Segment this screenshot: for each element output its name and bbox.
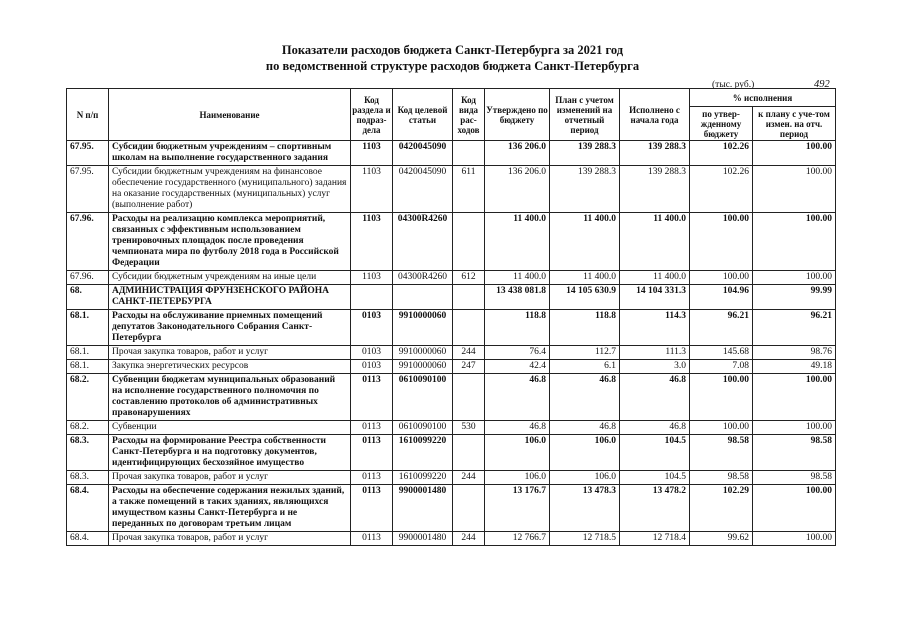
cell-num: 68.1. [67, 360, 109, 374]
cell-plan: 46.8 [550, 421, 620, 435]
cell-approved: 136 206.0 [485, 166, 550, 213]
cell-name: Субсидии бюджетным учреждениям – спортивным школам на выполнение государственного задания [109, 141, 351, 166]
cell-pct-plan: 100.00 [753, 166, 836, 213]
cell-section-code: 1103 [351, 141, 393, 166]
cell-num: 67.95. [67, 166, 109, 213]
table-row [67, 471, 836, 485]
cell-target-code: 0420045090 [393, 141, 453, 166]
cell-plan: 106.0 [550, 471, 620, 485]
cell-section-code: 0113 [351, 421, 393, 435]
cell-approved: 13 438 081.8 [485, 285, 550, 310]
cell-name: Расходы на формирование Реестра собственности Санкт-Петербурга и на подготовку документов, идентифицирующих бесхозяйное имущество [109, 435, 351, 471]
table-row [67, 285, 836, 310]
table-row [67, 374, 836, 421]
cell-section-code: 0103 [351, 310, 393, 346]
cell-pct-plan: 100.00 [753, 485, 836, 532]
cell-executed: 13 478.2 [620, 485, 690, 532]
cell-pct-plan: 49.18 [753, 360, 836, 374]
cell-approved: 12 766.7 [485, 532, 550, 546]
cell-num: 68.4. [67, 532, 109, 546]
cell-approved: 11 400.0 [485, 213, 550, 271]
cell-num: 68. [67, 285, 109, 310]
cell-name: Субсидии бюджетным учреждениям на иные цели [109, 271, 351, 285]
cell-target-code: 1610099220 [393, 435, 453, 471]
cell-plan: 11 400.0 [550, 271, 620, 285]
cell-section-code: 0113 [351, 485, 393, 532]
cell-num: 68.4. [67, 485, 109, 532]
cell-plan: 139 288.3 [550, 166, 620, 213]
table-row [67, 360, 836, 374]
cell-plan: 6.1 [550, 360, 620, 374]
unit-note: (тыс. руб.) [712, 80, 755, 90]
cell-pct-budget: 100.00 [690, 374, 753, 421]
cell-name: Прочая закупка товаров, работ и услуг [109, 346, 351, 360]
cell-pct-plan: 99.99 [753, 285, 836, 310]
cell-pct-plan: 100.00 [753, 421, 836, 435]
table-row [67, 421, 836, 435]
cell-executed: 46.8 [620, 374, 690, 421]
cell-num: 68.1. [67, 346, 109, 360]
cell-name: Субсидии бюджетным учреждениям на финансовое обеспечение государственного (муниципального) задания на оказание государственных (муниципальных) услуг (выполнение работ) [109, 166, 351, 213]
cell-expense-type: 244 [453, 471, 485, 485]
cell-executed: 3.0 [620, 360, 690, 374]
cell-num: 68.2. [67, 374, 109, 421]
cell-pct-budget: 102.26 [690, 166, 753, 213]
report-title-line1: Показатели расходов бюджета Санкт-Петербурга за 2021 год [281, 43, 624, 57]
cell-section-code: 0113 [351, 435, 393, 471]
header-approved: Утверждено по бюджету [485, 89, 550, 141]
table-row [67, 532, 836, 546]
cell-approved: 118.8 [485, 310, 550, 346]
cell-executed: 11 400.0 [620, 271, 690, 285]
page-number: 492 [814, 79, 830, 90]
cell-target-code [393, 285, 453, 310]
cell-name: Расходы на реализацию комплекса мероприятий, связанных с эффективным использованием тренировочных площадок после проведения чемпионата мира по футболу 2018 года в Российской Федерации [109, 213, 351, 271]
cell-pct-budget: 96.21 [690, 310, 753, 346]
cell-pct-plan: 96.21 [753, 310, 836, 346]
cell-expense-type [453, 310, 485, 346]
cell-name: Прочая закупка товаров, работ и услуг [109, 471, 351, 485]
cell-target-code: 9910000060 [393, 310, 453, 346]
cell-approved: 106.0 [485, 471, 550, 485]
cell-pct-plan: 100.00 [753, 532, 836, 546]
cell-target-code: 0610090100 [393, 374, 453, 421]
cell-section-code: 0103 [351, 346, 393, 360]
cell-target-code: 0610090100 [393, 421, 453, 435]
cell-executed: 104.5 [620, 471, 690, 485]
cell-executed: 139 288.3 [620, 166, 690, 213]
cell-num: 67.95. [67, 141, 109, 166]
cell-approved: 46.8 [485, 421, 550, 435]
table-body [67, 141, 836, 546]
cell-expense-type: 611 [453, 166, 485, 213]
table-row [67, 166, 836, 213]
cell-pct-budget: 145.68 [690, 346, 753, 360]
cell-expense-type: 244 [453, 346, 485, 360]
cell-executed: 104.5 [620, 435, 690, 471]
cell-name: Субвенции бюджетам муниципальных образований на исполнение государственного полномочия по составлению протоколов об административных правонарушениях [109, 374, 351, 421]
header-target: Код целевой статьи [393, 89, 453, 141]
header-pct-group: % исполнения [690, 89, 836, 107]
cell-plan: 12 718.5 [550, 532, 620, 546]
cell-executed: 114.3 [620, 310, 690, 346]
cell-expense-type: 612 [453, 271, 485, 285]
table-row [67, 435, 836, 471]
cell-expense-type [453, 285, 485, 310]
cell-expense-type [453, 141, 485, 166]
cell-target-code: 04300R4260 [393, 213, 453, 271]
cell-num: 68.3. [67, 435, 109, 471]
cell-section-code: 1103 [351, 271, 393, 285]
report-title-line2: по ведомственной структуре расходов бюджета Санкт-Петербурга [265, 59, 640, 73]
header-type: Код вида рас-ходов [453, 89, 485, 141]
cell-plan: 14 105 630.9 [550, 285, 620, 310]
cell-name: АДМИНИСТРАЦИЯ ФРУНЗЕНСКОГО РАЙОНА САНКТ-ПЕТЕРБУРГА [109, 285, 351, 310]
header-section: Код раздела и подраз-дела [351, 89, 393, 141]
table-row [67, 213, 836, 271]
cell-target-code: 0420045090 [393, 166, 453, 213]
cell-plan: 106.0 [550, 435, 620, 471]
cell-approved: 42.4 [485, 360, 550, 374]
cell-pct-plan: 100.00 [753, 141, 836, 166]
cell-pct-budget: 99.62 [690, 532, 753, 546]
cell-approved: 46.8 [485, 374, 550, 421]
cell-executed: 14 104 331.3 [620, 285, 690, 310]
header-executed: Исполнено с начала года [620, 89, 690, 141]
cell-num: 68.2. [67, 421, 109, 435]
cell-section-code [351, 285, 393, 310]
cell-pct-budget: 104.96 [690, 285, 753, 310]
cell-pct-budget: 102.29 [690, 485, 753, 532]
cell-num: 68.3. [67, 471, 109, 485]
table-row [67, 141, 836, 166]
cell-expense-type [453, 485, 485, 532]
cell-name: Субвенции [109, 421, 351, 435]
cell-plan: 11 400.0 [550, 213, 620, 271]
cell-section-code: 1103 [351, 213, 393, 271]
cell-approved: 136 206.0 [485, 141, 550, 166]
cell-executed: 139 288.3 [620, 141, 690, 166]
cell-pct-plan: 98.58 [753, 435, 836, 471]
header-pct-budget: по утвер-жденному бюджету [690, 107, 753, 141]
cell-pct-plan: 100.00 [753, 213, 836, 271]
cell-expense-type [453, 213, 485, 271]
cell-expense-type [453, 374, 485, 421]
cell-target-code: 9910000060 [393, 346, 453, 360]
cell-approved: 106.0 [485, 435, 550, 471]
header-name: Наименование [109, 89, 351, 141]
table-header [67, 89, 836, 141]
cell-plan: 13 478.3 [550, 485, 620, 532]
cell-pct-budget: 100.00 [690, 213, 753, 271]
cell-executed: 11 400.0 [620, 213, 690, 271]
cell-target-code: 9910000060 [393, 360, 453, 374]
cell-pct-budget: 100.00 [690, 271, 753, 285]
cell-target-code: 9900001480 [393, 485, 453, 532]
cell-target-code: 9900001480 [393, 532, 453, 546]
cell-num: 67.96. [67, 271, 109, 285]
cell-pct-plan: 98.58 [753, 471, 836, 485]
cell-section-code: 0113 [351, 374, 393, 421]
cell-pct-budget: 98.58 [690, 471, 753, 485]
cell-num: 68.1. [67, 310, 109, 346]
header-pct-plan: к плану с уче-том измен. на отч. период [753, 107, 836, 141]
cell-target-code: 1610099220 [393, 471, 453, 485]
table-row [67, 485, 836, 532]
cell-name: Расходы на обеспечение содержания нежилых зданий, а также помещений в таких зданиях, являющихся имуществом казны Санкт-Петербурга и не переданных по договорам третьим лицам [109, 485, 351, 532]
cell-pct-budget: 102.26 [690, 141, 753, 166]
cell-pct-budget: 7.08 [690, 360, 753, 374]
cell-plan: 139 288.3 [550, 141, 620, 166]
header-num: N п/п [67, 89, 109, 141]
cell-pct-plan: 98.76 [753, 346, 836, 360]
cell-section-code: 0103 [351, 360, 393, 374]
table-row [67, 271, 836, 285]
cell-name: Закупка энергетических ресурсов [109, 360, 351, 374]
cell-expense-type: 247 [453, 360, 485, 374]
cell-pct-budget: 100.00 [690, 421, 753, 435]
table-row [67, 310, 836, 346]
cell-approved: 76.4 [485, 346, 550, 360]
cell-section-code: 0113 [351, 532, 393, 546]
cell-section-code: 1103 [351, 166, 393, 213]
cell-executed: 12 718.4 [620, 532, 690, 546]
cell-name: Расходы на обслуживание приемных помещений депутатов Законодательного Собрания Санкт-Петербурга [109, 310, 351, 346]
table-row [67, 346, 836, 360]
cell-pct-budget: 98.58 [690, 435, 753, 471]
cell-num: 67.96. [67, 213, 109, 271]
cell-executed: 111.3 [620, 346, 690, 360]
cell-plan: 46.8 [550, 374, 620, 421]
cell-expense-type [453, 435, 485, 471]
cell-approved: 13 176.7 [485, 485, 550, 532]
cell-approved: 11 400.0 [485, 271, 550, 285]
header-plan: План с учетом изменений на отчетный период [550, 89, 620, 141]
expenditure-table [66, 88, 836, 546]
cell-expense-type: 244 [453, 532, 485, 546]
cell-name: Прочая закупка товаров, работ и услуг [109, 532, 351, 546]
cell-pct-plan: 100.00 [753, 374, 836, 421]
cell-pct-plan: 100.00 [753, 271, 836, 285]
cell-plan: 118.8 [550, 310, 620, 346]
cell-section-code: 0113 [351, 471, 393, 485]
cell-executed: 46.8 [620, 421, 690, 435]
cell-target-code: 04300R4260 [393, 271, 453, 285]
cell-plan: 112.7 [550, 346, 620, 360]
cell-expense-type: 530 [453, 421, 485, 435]
